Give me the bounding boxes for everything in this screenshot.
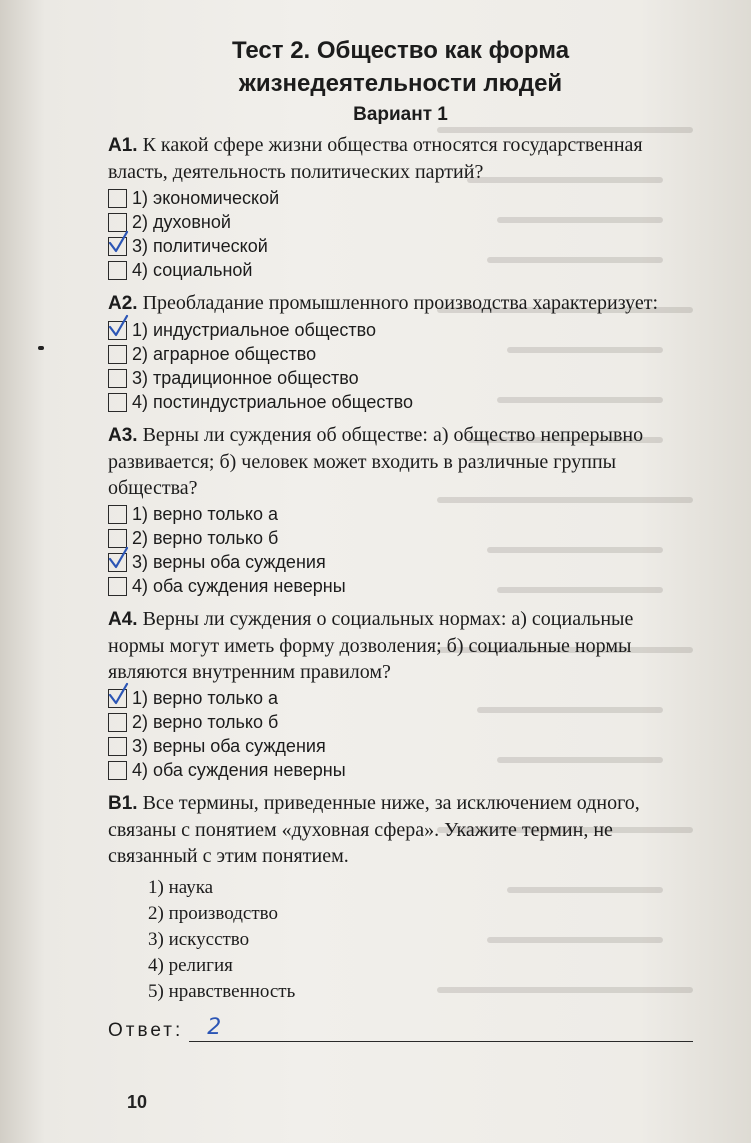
answer-options <box>108 318 693 414</box>
answer-option-label: 4) оба суждения неверны <box>132 759 346 780</box>
page-number: 10 <box>127 1092 148 1112</box>
answer-option[interactable] <box>108 686 693 710</box>
question-number: А2. <box>108 293 138 314</box>
checkmark-icon <box>107 546 129 570</box>
question-number: А4. <box>108 609 138 630</box>
term-item: 4) религия <box>148 955 233 976</box>
answer-label: Ответ: <box>108 1020 184 1041</box>
answer-checkbox[interactable] <box>108 713 127 732</box>
question-a4 <box>108 606 693 685</box>
answer-option-label: 2) верно только б <box>132 527 279 548</box>
question-a1 <box>108 132 693 185</box>
answer-checkbox[interactable] <box>108 261 127 280</box>
answer-checkbox[interactable] <box>108 577 127 596</box>
test-content <box>108 34 693 1042</box>
answer-option[interactable] <box>108 318 693 342</box>
answer-option-label: 3) традиционное общество <box>132 367 359 388</box>
question-b1 <box>108 790 693 869</box>
answer-option-label: 3) верны оба суждения <box>132 551 326 572</box>
answer-option-label: 2) верно только б <box>132 711 279 732</box>
answer-options <box>108 186 693 282</box>
question-text: К какой сфере жизни общества относятся государственная власть, деятельность политических партий? <box>108 134 643 183</box>
answer-row <box>108 1015 693 1042</box>
answer-checkbox[interactable] <box>108 189 127 208</box>
term-item: 3) искусство <box>148 929 250 950</box>
answer-option-label: 2) аграрное общество <box>132 343 317 364</box>
answer-option[interactable] <box>108 574 693 598</box>
answer-field[interactable] <box>189 1015 693 1042</box>
answer-option[interactable] <box>108 550 693 574</box>
answer-option-label: 1) верно только а <box>132 687 278 708</box>
answer-option-label: 4) постиндустриальное общество <box>132 391 414 412</box>
answer-option[interactable] <box>108 390 693 414</box>
question-text: Преобладание промышленного производства характеризует: <box>137 292 659 314</box>
answer-option[interactable] <box>108 710 693 734</box>
answer-option-label: 4) оба суждения неверны <box>132 575 346 596</box>
checkmark-icon <box>107 682 129 706</box>
answer-option[interactable] <box>108 342 693 366</box>
answer-options <box>108 502 693 598</box>
term-item: 2) производство <box>148 903 278 924</box>
answer-checkbox[interactable] <box>108 369 127 388</box>
answer-handwritten-value: 2 <box>207 1015 222 1040</box>
answer-option-label: 1) индустриальное общество <box>132 319 377 340</box>
answer-checkbox[interactable] <box>108 505 127 524</box>
answer-option[interactable] <box>108 366 693 390</box>
answer-option[interactable] <box>108 502 693 526</box>
question-number: В1. <box>108 793 138 814</box>
term-item: 1) наука <box>148 877 214 898</box>
answer-options <box>108 686 693 782</box>
variant-heading: Вариант 1 <box>353 104 448 125</box>
b1-terms-list <box>148 875 693 1005</box>
answer-checkbox[interactable] <box>108 689 127 708</box>
checkmark-icon <box>107 314 129 338</box>
answer-checkbox[interactable] <box>108 393 127 412</box>
answer-option[interactable] <box>108 758 693 782</box>
answer-option-label: 3) верны оба суждения <box>132 735 326 756</box>
question-a2 <box>108 290 693 317</box>
answer-option[interactable] <box>108 210 693 234</box>
answer-option-label: 4) социальной <box>132 259 253 280</box>
answer-option-label: 2) духовной <box>132 211 231 232</box>
checkmark-icon <box>107 230 129 254</box>
question-number: А1. <box>108 135 138 156</box>
answer-checkbox[interactable] <box>108 761 127 780</box>
question-text: Верны ли суждения об обществе: а) общество непрерывно развивается; б) человек может входить в различные группы общества? <box>108 424 644 499</box>
answer-option[interactable] <box>108 258 693 282</box>
term-item: 5) нравственность <box>148 981 296 1002</box>
question-number: А3. <box>108 425 138 446</box>
answer-checkbox[interactable] <box>108 553 127 572</box>
answer-option[interactable] <box>108 526 693 550</box>
title-line-2: жизнедеятельности людей <box>238 70 563 97</box>
title-line-1: Тест 2. Общество как форма <box>231 37 570 64</box>
question-text: Все термины, приведенные ниже, за исключением одного, связаны с понятием «духовная сфера». Укажите термин, не связанный с этим понятием. <box>108 792 640 867</box>
answer-option[interactable] <box>108 186 693 210</box>
page-title <box>108 34 693 100</box>
answer-checkbox[interactable] <box>108 237 127 256</box>
answer-option[interactable] <box>108 734 693 758</box>
answer-option-label: 3) политической <box>132 235 268 256</box>
answer-checkbox[interactable] <box>108 345 127 364</box>
answer-option-label: 1) верно только а <box>132 503 278 524</box>
ink-speck <box>38 346 44 350</box>
answer-checkbox[interactable] <box>108 737 127 756</box>
answer-checkbox[interactable] <box>108 321 127 340</box>
questions-list <box>108 132 693 782</box>
answer-option[interactable] <box>108 234 693 258</box>
question-a3 <box>108 422 693 501</box>
answer-option-label: 1) экономической <box>132 187 280 208</box>
question-text: Верны ли суждения о социальных нормах: а) социальные нормы могут иметь форму дозволения; б) социальные нормы являются внутренним правилом? <box>108 608 634 683</box>
